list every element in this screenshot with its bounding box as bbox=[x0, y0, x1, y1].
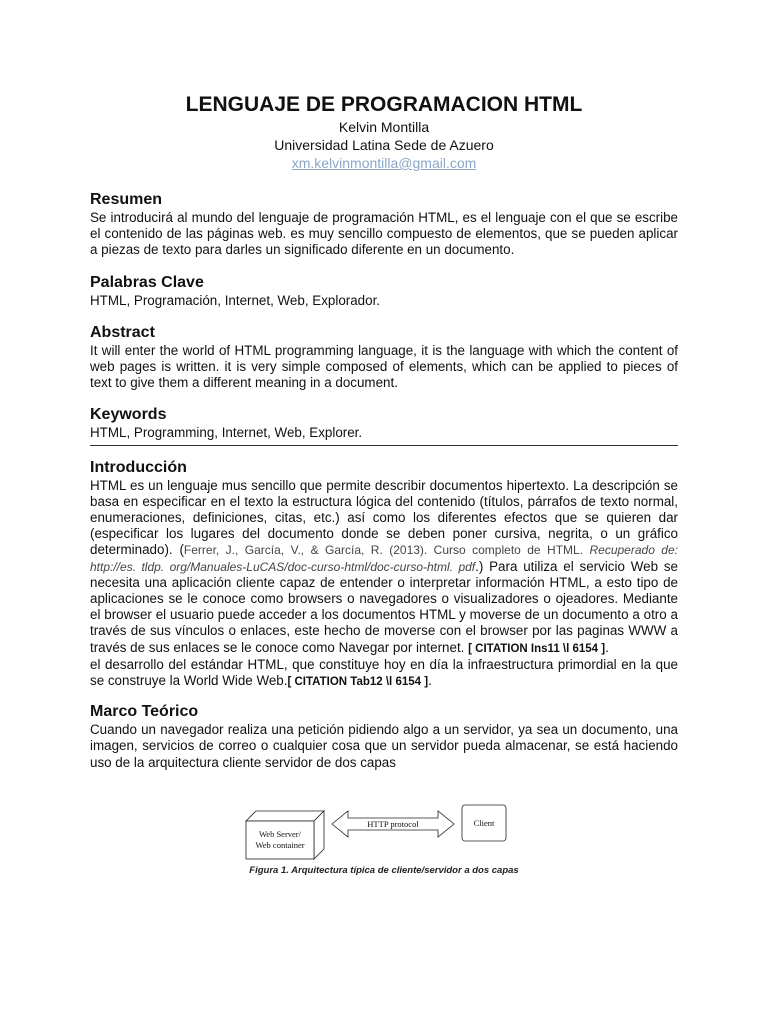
citation-field-tab12: [ CITATION Tab12 \l 6154 ] bbox=[287, 676, 429, 689]
resumen-text: Se introducirá al mundo del lenguaje de programación HTML, es el lenguaje con el que se escribe el contenido de las páginas web. es muy sencillo compuesto de elementos, que se pueden aplicar a piezas de texto para darles un significado diferente en un documento. bbox=[90, 210, 678, 258]
section-divider bbox=[90, 445, 678, 446]
resumen-heading: Resumen bbox=[90, 191, 163, 208]
client-label: Client bbox=[473, 817, 495, 828]
institution-name: Universidad Latina Sede de Azuero bbox=[274, 137, 494, 153]
server-label-line1: Web Server/ bbox=[258, 828, 302, 839]
web-server-box bbox=[246, 811, 324, 859]
client-server-diagram bbox=[240, 793, 510, 873]
author-email-link[interactable]: xm.kelvinmontilla@gmail.com bbox=[291, 155, 477, 171]
palabras-clave-heading: Palabras Clave bbox=[90, 273, 204, 291]
introduccion-heading: Introducción bbox=[90, 458, 187, 476]
server-label-line2: Web container bbox=[255, 839, 305, 850]
introduccion-paragraph-2: el desarrollo del estándar HTML, que constituye hoy en día la infraestructura primordial en la que se construye la World Wide Web.[ CITATION Tab12 \l 6154 ]. bbox=[90, 656, 678, 689]
client-box bbox=[462, 805, 506, 841]
architecture-figure bbox=[90, 793, 678, 885]
document-page bbox=[90, 92, 678, 885]
abstract-text: It will enter the world of HTML programming language, it is the language with which the content of web pages is written. it is very simple composed of elements, which can be applied to pieces of text to give them a different meaning in a document. bbox=[90, 342, 678, 391]
keywords-heading: Keywords bbox=[90, 406, 167, 424]
protocol-label: HTTP protocol bbox=[367, 818, 419, 829]
inline-citation: Ferrer, J., García, V., & García, R. (2013). Curso completo de HTML. bbox=[183, 543, 590, 558]
marco-teorico-heading: Marco Teórico bbox=[90, 703, 199, 721]
introduccion-paragraph-1: HTML es un lenguaje mus sencillo que permite describir documentos hipertexto. La descripción se basa en especificar en el texto la estructura lógica del contenido (títulos, párrafos de texto normal, enumeraciones, definiciones, citas, etc.) así como los diferentes efectos que se quieren dar (especificar los lugares del documento donde se deben poner cursiva, negrita, o un gráfico determinado). (Ferrer, J., García, V., & García, R. (2013). Curso completo de HTML. Recuperado de: http://es. tldp. org/Manuales-LuCAS/doc-curso-html/doc-curso-html. pdf.) Para utiliza el servicio Web se necesita una aplicación cliente capaz de entender o interpretar información HTML, a esto tipo de aplicaciones se le conoce como browsers o navegadores o visualizadores o ojeadores. Mediante el browser el usuario puede acceder a los documentos HTML y moverse de un documento a otro a través de sus vínculos o enlaces, este hecho de moverse con el browser por las paginas WWW a través de sus enlaces se le conoce como Navegar por internet. [ CITATION Ins11 \l 6154 ]. bbox=[90, 477, 678, 655]
palabras-clave-text: HTML, Programación, Internet, Web, Explorador. bbox=[90, 292, 381, 308]
author-name: Kelvin Montilla bbox=[338, 119, 430, 135]
citation-field-ins11: [ CITATION Ins11 \l 6154 ] bbox=[468, 642, 606, 655]
marco-teorico-text: Cuando un navegador realiza una petición pidiendo algo a un servidor, ya sea un documento, una imagen, servicios de correo o cualquier cosa que un servidor pueda almacenar, se está haciendo uso de la arquitectura cliente servidor de dos capas bbox=[90, 722, 678, 770]
document-title: LENGUAJE DE PROGRAMACION HTML bbox=[185, 93, 583, 116]
inline-citation-url: Recuperado de: http://es. tldp. org/Manuales-LuCAS/doc-curso-html/doc-curso-html. pdf bbox=[90, 543, 678, 574]
keywords-text: HTML, Programming, Internet, Web, Explorer. bbox=[90, 425, 363, 441]
http-protocol-arrow bbox=[332, 811, 454, 837]
figure-caption: Figura 1. Arquitectura típica de cliente/servidor a dos capas bbox=[249, 864, 519, 876]
abstract-heading: Abstract bbox=[90, 323, 155, 341]
